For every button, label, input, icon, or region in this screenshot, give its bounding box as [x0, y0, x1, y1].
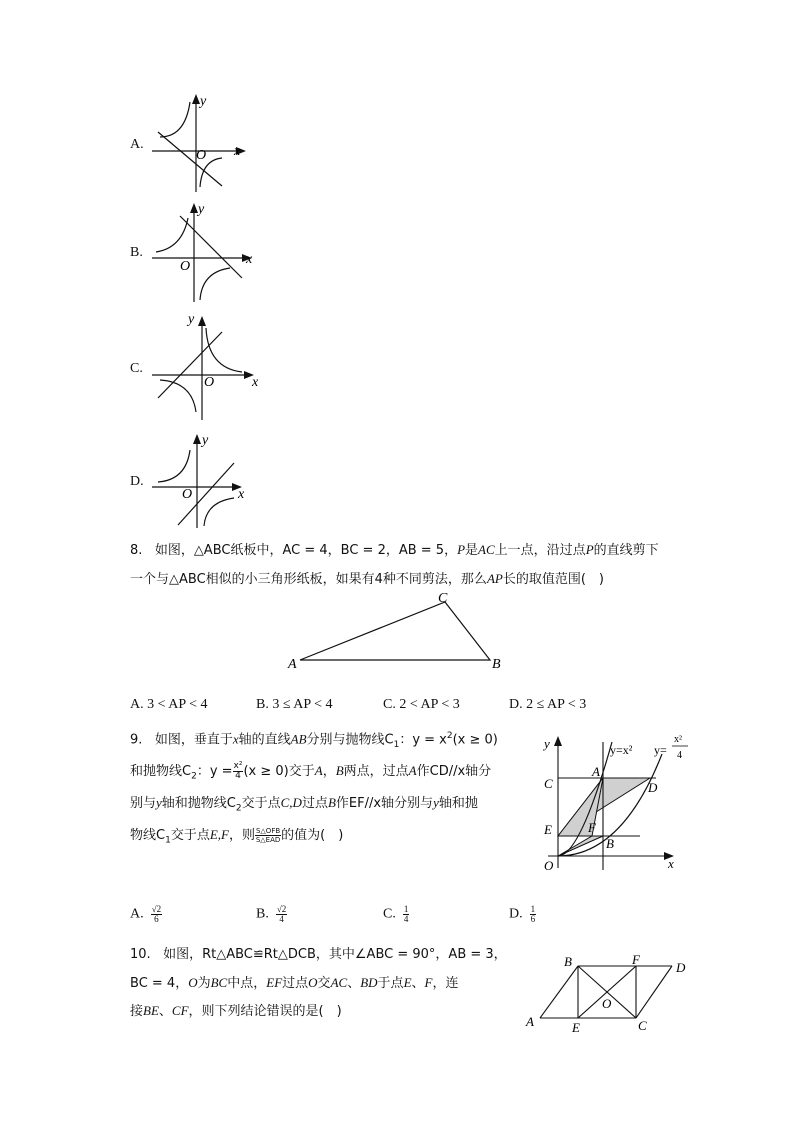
q10-fig-o: O — [602, 996, 612, 1011]
q9-stem-line2: 和抛物线$C_2$：y = $\frac{\text{x²}}{4}$ (x ≥ 0)交于A，B两点，过点A作CD//x轴分 — [130, 761, 492, 782]
q9-area-ratio: $\frac{\text{S△OFB}}{\text{S△EAD}}$ — [255, 827, 281, 844]
q8-vertex-a: A — [288, 657, 297, 672]
q10-fig-b: B — [564, 954, 572, 969]
q8-option-c[interactable]: C. 2 < AP < 3 — [383, 697, 460, 712]
q9-c2-fraction: $\frac{\text{x²}}{4}$ — [233, 761, 243, 781]
q8-stem-line1: 8. 如图，△ABC纸板中，AC = 4，BC = 2，AB = 5，P是AC上一点，沿过点P的直线剪下 — [130, 542, 659, 558]
q7-c-x-label: x — [252, 375, 259, 390]
q7-c-o-label: O — [204, 375, 215, 390]
q8-triangle-figure — [280, 590, 510, 672]
q9-stem-line4: 物线$C_1$交于点E,F，则 $\frac{\text{S△OFB}}{\text{S△EAD}}$ 的值为( ) — [130, 827, 344, 846]
q7-c-y-label: y — [188, 312, 195, 327]
q10-number: 10. — [130, 947, 151, 962]
q9-parabola-figure — [530, 728, 698, 876]
q9-fig-curve2-num: x² — [674, 734, 682, 745]
q9-fig-f: F — [588, 820, 596, 835]
q9-stem-line3: 别与y轴和抛物线$C_2$交于点C,D过点B作EF//x轴分别与y轴和抛 — [130, 795, 478, 814]
q10-fig-a: A — [526, 1014, 534, 1029]
q9-fig-curve2-den: 4 — [677, 750, 682, 761]
q7-option-a-graph — [150, 92, 260, 194]
q7-d-y-label: y — [202, 433, 209, 448]
q9-fig-b: B — [606, 836, 614, 851]
q10-fig-e: E — [572, 1020, 580, 1035]
q8-option-a[interactable]: A. 3 < AP < 4 — [130, 697, 208, 712]
q9-option-d[interactable]: D. $\frac{1}{6}$ — [509, 904, 536, 924]
q7-option-c-graph — [150, 310, 265, 422]
q8-number: 8. — [130, 543, 143, 558]
q9-number: 9. — [130, 732, 143, 748]
q7-a-y-label: y — [200, 94, 207, 109]
q10-stem-line2: BC = 4，O为BC中点，EF过点O交AC、BD于点E、F，连 — [130, 975, 459, 991]
q10-parallelogram-figure — [522, 952, 694, 1036]
q9-option-c[interactable]: C. $\frac{1}{4}$ — [383, 904, 409, 924]
q7-option-b-label: B. — [130, 245, 143, 260]
q7-a-x-label: x — [234, 144, 241, 159]
q8-stem-line2: 一个与△ABC相似的小三角形纸板，如果有4种不同剪法，那么AP长的取值范围( ) — [130, 571, 604, 587]
q10-stem-line1: 10. 如图，Rt△ABC≌Rt△DCB，其中∠ABC = 90°，AB = 3， — [130, 947, 507, 962]
q7-b-o-label: O — [180, 259, 191, 274]
q10-stem-line3: 接BE、CF，则下列结论错误的是( ) — [130, 1003, 342, 1019]
q8-vertex-b: B — [492, 657, 501, 672]
q7-b-y-label: y — [198, 202, 205, 217]
q9-fig-d: D — [648, 780, 658, 795]
q8-option-b[interactable]: B. 3 ≤ AP < 4 — [256, 697, 333, 712]
q9-option-b[interactable]: B. $\frac{√2}{4}$ — [256, 904, 287, 924]
q9-fig-curve2-label: y= — [654, 743, 667, 757]
q7-option-d-graph — [150, 430, 260, 530]
q9-fig-y: y — [544, 736, 550, 751]
q9-stem-line1: 9. 如图，垂直于x轴的直线AB分别与抛物线$C_1$：$y = x^2(x \ge 0)$ — [130, 731, 498, 750]
q9-fig-a: A — [592, 764, 600, 779]
q7-option-b-graph — [150, 200, 262, 304]
q10-fig-d: D — [676, 960, 686, 975]
q7-d-o-label: O — [182, 487, 193, 502]
q8-vertex-c: C — [438, 591, 448, 606]
q9-fig-curve1-label: y=x² — [610, 743, 633, 757]
q9-fig-x: x — [668, 856, 674, 871]
q9-fig-c: C — [544, 776, 553, 791]
q10-fig-f: F — [632, 952, 640, 967]
q7-a-o-label: O — [196, 148, 207, 163]
q7-b-x-label: x — [246, 252, 253, 267]
q7-d-x-label: x — [238, 487, 245, 502]
q7-option-d-label: D. — [130, 474, 144, 489]
q9-fig-e: E — [544, 822, 552, 837]
q7-option-c-label: C. — [130, 361, 143, 376]
q8-option-d[interactable]: D. 2 ≤ AP < 3 — [509, 697, 587, 712]
q10-fig-c: C — [638, 1018, 647, 1033]
q7-option-a-label: A. — [130, 137, 144, 152]
q9-fig-o: O — [544, 858, 554, 873]
q9-option-a[interactable]: A. $\frac{√2}{6}$ — [130, 904, 162, 924]
